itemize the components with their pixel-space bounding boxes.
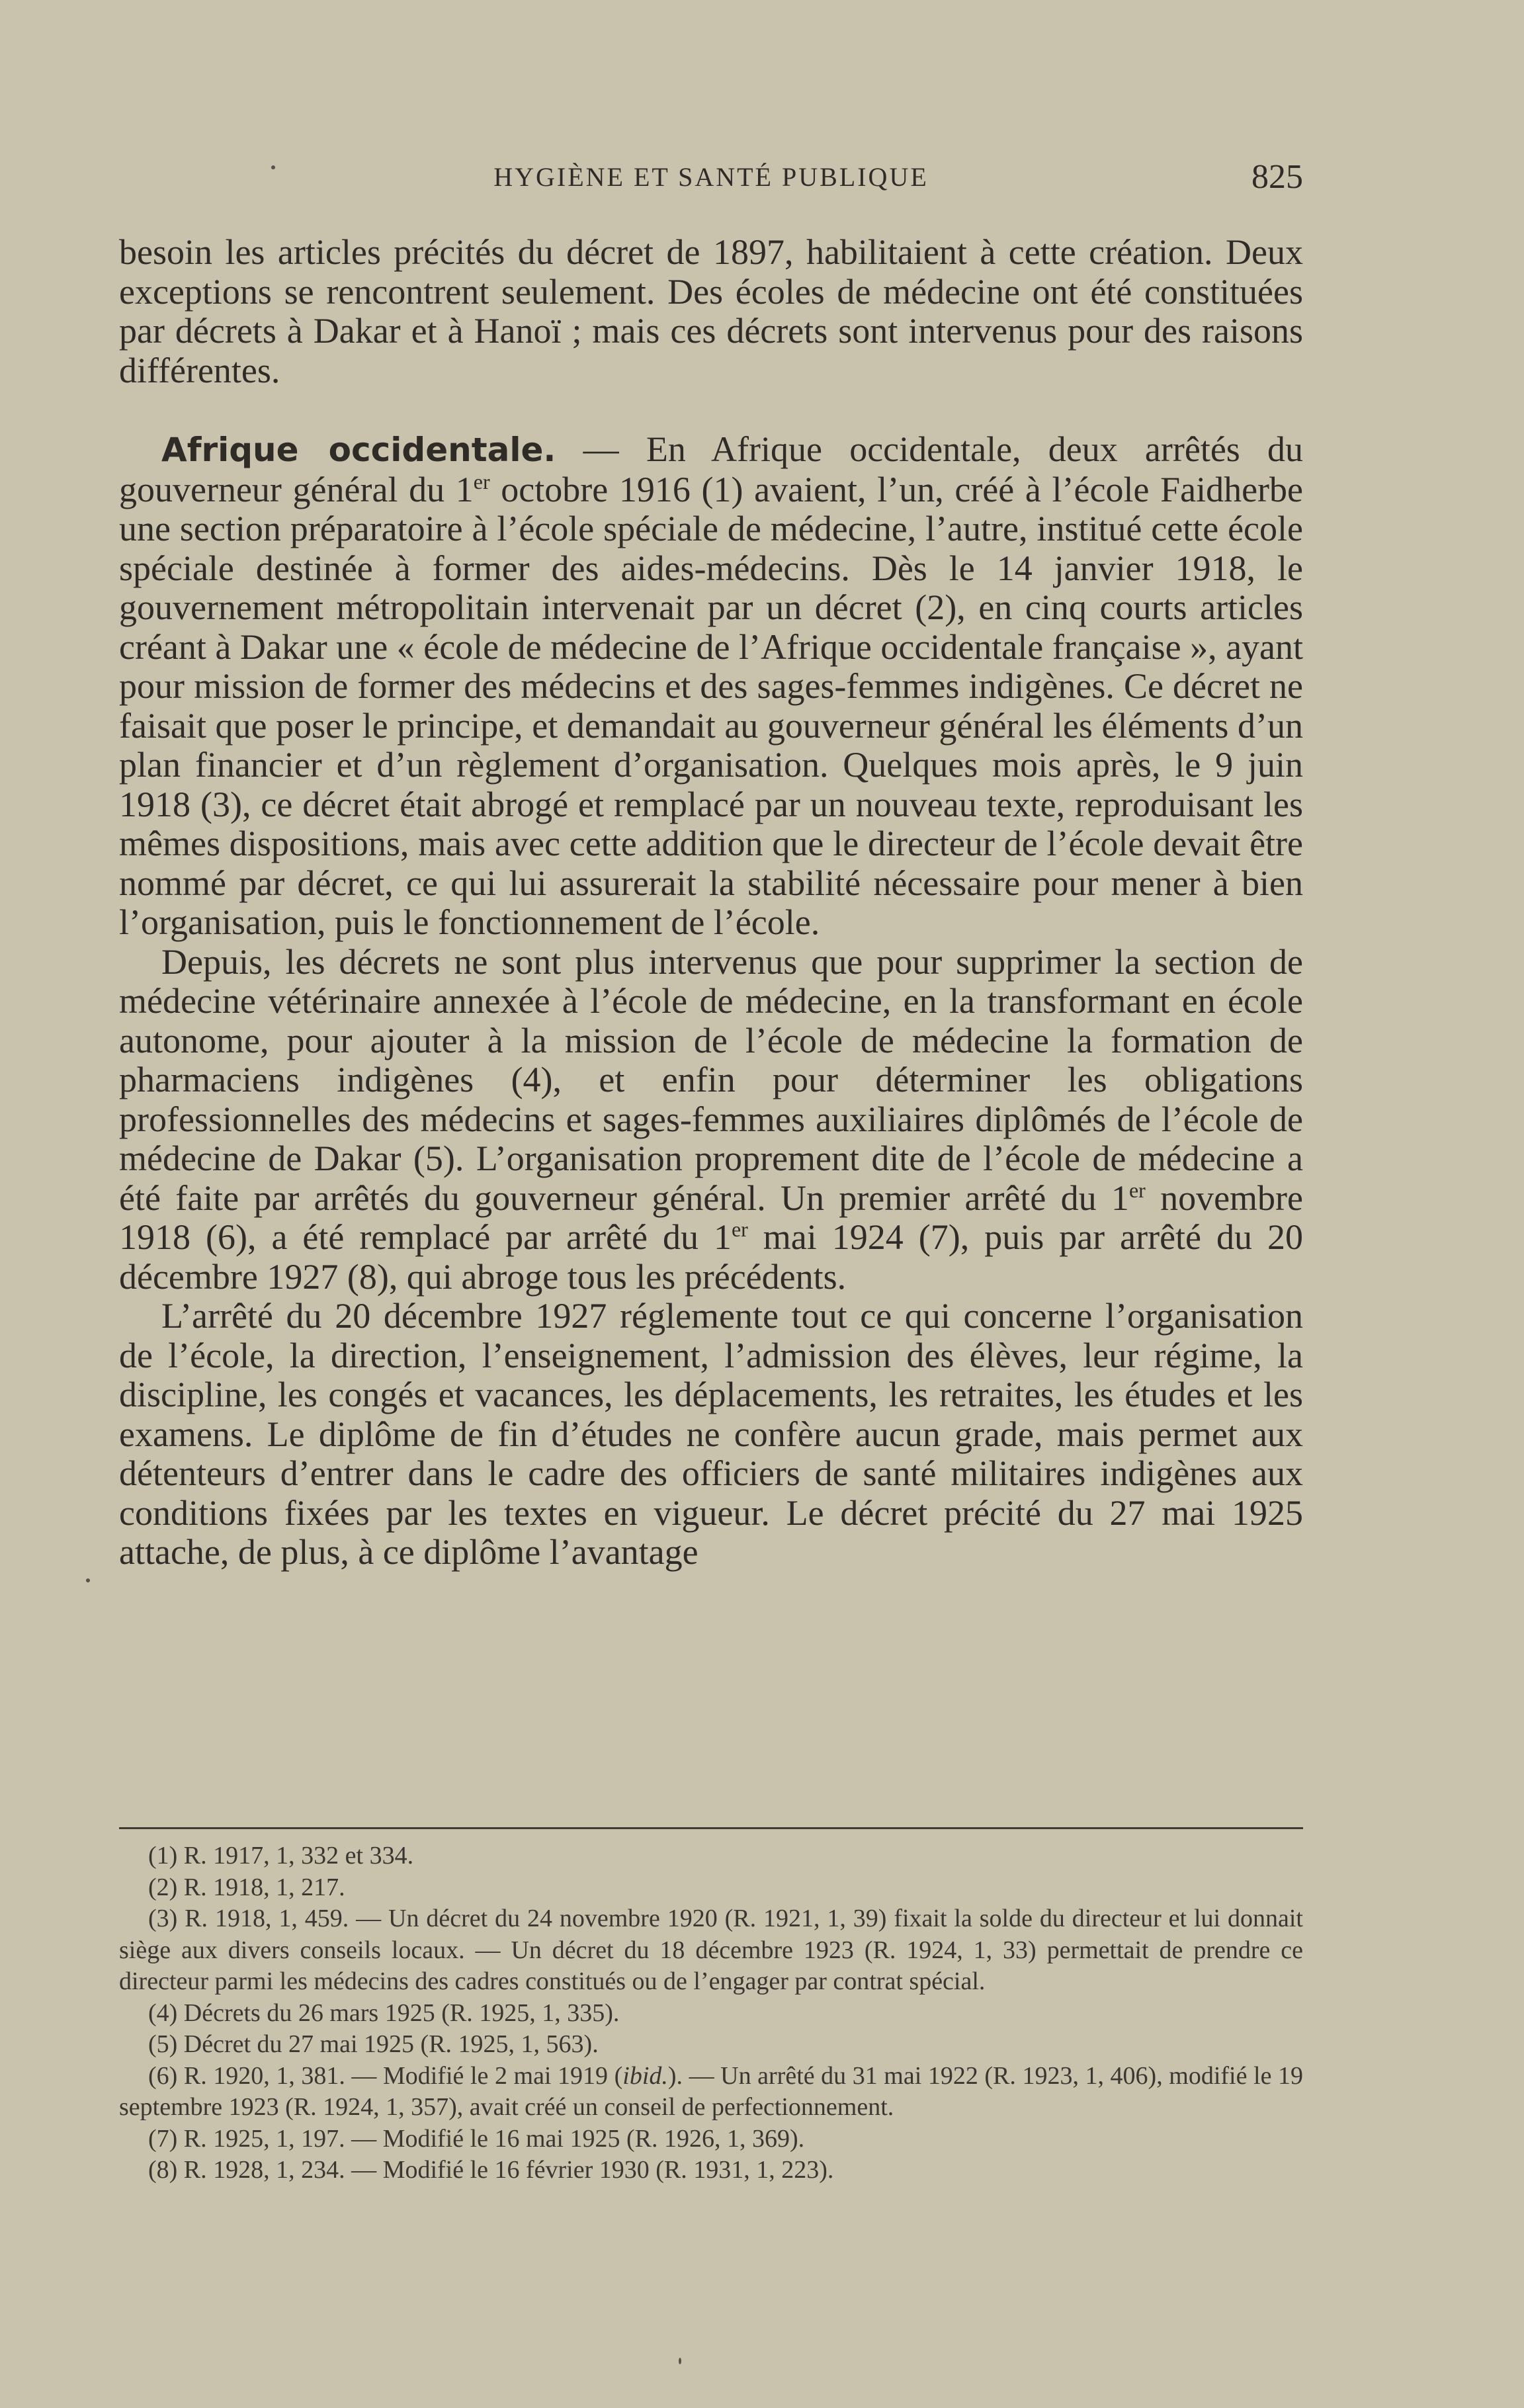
paragraph-2 <box>119 430 1303 943</box>
ordinal-sup: er <box>473 469 490 494</box>
section-heading: Afrique occidentale. <box>161 431 556 469</box>
paragraph-2-text-b: octobre 1916 (1) avaient, l’un, créé à l’école Faidherbe une section préparatoire à l’école spéciale de médecine, l’autre, institué cette école spéciale destinée à former des aides-médecins. Dès le 14 janvier 1918, le gouvernement métropolitain intervenait par un décret (2), en cinq courts articles créant à Dakar une « école de médecine de l’Afrique occidentale française », ayant pour mission de former des médecins et des sages-femmes indigènes. Ce décret ne faisait que poser le principe, et demandait au gouverneur général les éléments d’un plan financier et d’un règlement d’organisation. Quelques mois après, le 9 juin 1918 (3), ce décret était abrogé et remplacé par un nouveau texte, reproduisant les mêmes dispositions, mais avec cette addition que le directeur de l’école devait être nommé par décret, ce qui lui assurerait la stabilité nécessaire pour mener à bien l’organisation, puis le fonctionnement de l’école. <box>119 469 1304 942</box>
paper-speck <box>86 1578 90 1582</box>
paper-speck <box>679 2358 681 2364</box>
paragraph-2-text-a: — En Afrique occidentale, deux arrêtés du gouverneur général du 1 <box>119 429 1304 509</box>
footnote-2: (2) R. 1918, 1, 217. <box>148 1873 345 1901</box>
footnote-6-text-b: ). — Un arrêté du 31 mai 1922 (R. 1923, 1, 406), modifié le 19 septembre 1923 (R. 1924, 1, 357), avait créé un conseil de perfectionnement. <box>119 2061 1303 2121</box>
page-number: 825 <box>1251 158 1303 196</box>
footnote-4: (4) Décrets du 26 mars 1925 (R. 1925, 1, 335). <box>148 1999 620 2027</box>
footnote-rule <box>119 1827 1303 1829</box>
paragraph-1: besoin les articles précités du décret de 1897, habilitaient à cette création. Deux exceptions se rencontrent seulement. Des écoles de médecine ont été constituées par décrets à Dakar et à Hanoï ; mais ces décrets sont intervenus pour des raisons différentes. <box>119 232 1303 390</box>
paragraph-4: L’arrêté du 20 décembre 1927 réglemente tout ce qui concerne l’organisation de l’école, la direction, l’enseignement, l’admission des élèves, leur régime, la discipline, les congés et vacances, les déplacements, les retraites, les études et les examens. Le diplôme de fin d’études ne confère aucun grade, mais permet aux détenteurs d’entrer dans le cadre des officiers de santé militaires indigènes aux conditions fixées par les textes en vigueur. Le décret précité du 27 mai 1925 attache, de plus, à ce diplôme l’avantage <box>119 1296 1303 1572</box>
running-header <box>119 156 1303 196</box>
footnote-6-text-a: (6) R. 1920, 1, 381. — Modifié le 2 mai 1919 ( <box>148 2061 623 2090</box>
footnote-8: (8) R. 1928, 1, 234. — Modifié le 16 février 1930 (R. 1931, 1, 223). <box>148 2156 834 2184</box>
footnote-1: (1) R. 1917, 1, 332 et 334. <box>148 1842 414 1870</box>
paragraph-3 <box>119 943 1303 1297</box>
ordinal-sup: er <box>1128 1178 1146 1202</box>
ordinal-sup: er <box>731 1217 748 1241</box>
footnote-3: (3) R. 1918, 1, 459. — Un décret du 24 novembre 1920 (R. 1921, 1, 39) fixait la solde du directeur et lui donnait siège aux divers conseils locaux. — Un décret du 18 décembre 1923 (R. 1924, 1, 33) permettait de prendre ce directeur parmi les médecins des cadres constitués ou de l’engager par contrat spécial. <box>119 1905 1303 1995</box>
main-text <box>119 233 1303 1572</box>
footnote-5: (5) Décret du 27 mai 1925 (R. 1925, 1, 563). <box>148 2030 599 2058</box>
footnote-6-ibid: ibid. <box>622 2061 668 2090</box>
running-title: HYGIÈNE ET SANTÉ PUBLIQUE <box>493 162 929 192</box>
paragraph-3-text-c: mai 1924 (7), puis par arrêté du 20 décembre 1927 (8), qui abroge tous les précédents. <box>119 1217 1303 1297</box>
paragraph-3-text-a: Depuis, les décrets ne sont plus intervenus que pour supprimer la section de médecine vétérinaire annexée à l’école de médecine, en la transformant en école autonome, pour ajouter à la mission de l’école de médecine la formation de pharmaciens indigènes (4), et enfin pour déterminer les obligations professionnelles des médecins et sages-femmes auxiliaires diplômés de l’école de médecine de Dakar (5). L’organisation proprement dite de l’école de médecine a été faite par arrêtés du gouverneur général. Un premier arrêté du 1 <box>119 941 1303 1218</box>
footnote-7: (7) R. 1925, 1, 197. — Modifié le 16 mai 1925 (R. 1926, 1, 369). <box>148 2124 805 2153</box>
paper-speck <box>271 165 275 169</box>
paragraph-3-text-b: novembre 1918 (6), a été remplacé par arrêté du 1 <box>119 1178 1304 1257</box>
footnotes <box>119 1840 1303 2186</box>
footnote-6 <box>119 2061 1303 2124</box>
